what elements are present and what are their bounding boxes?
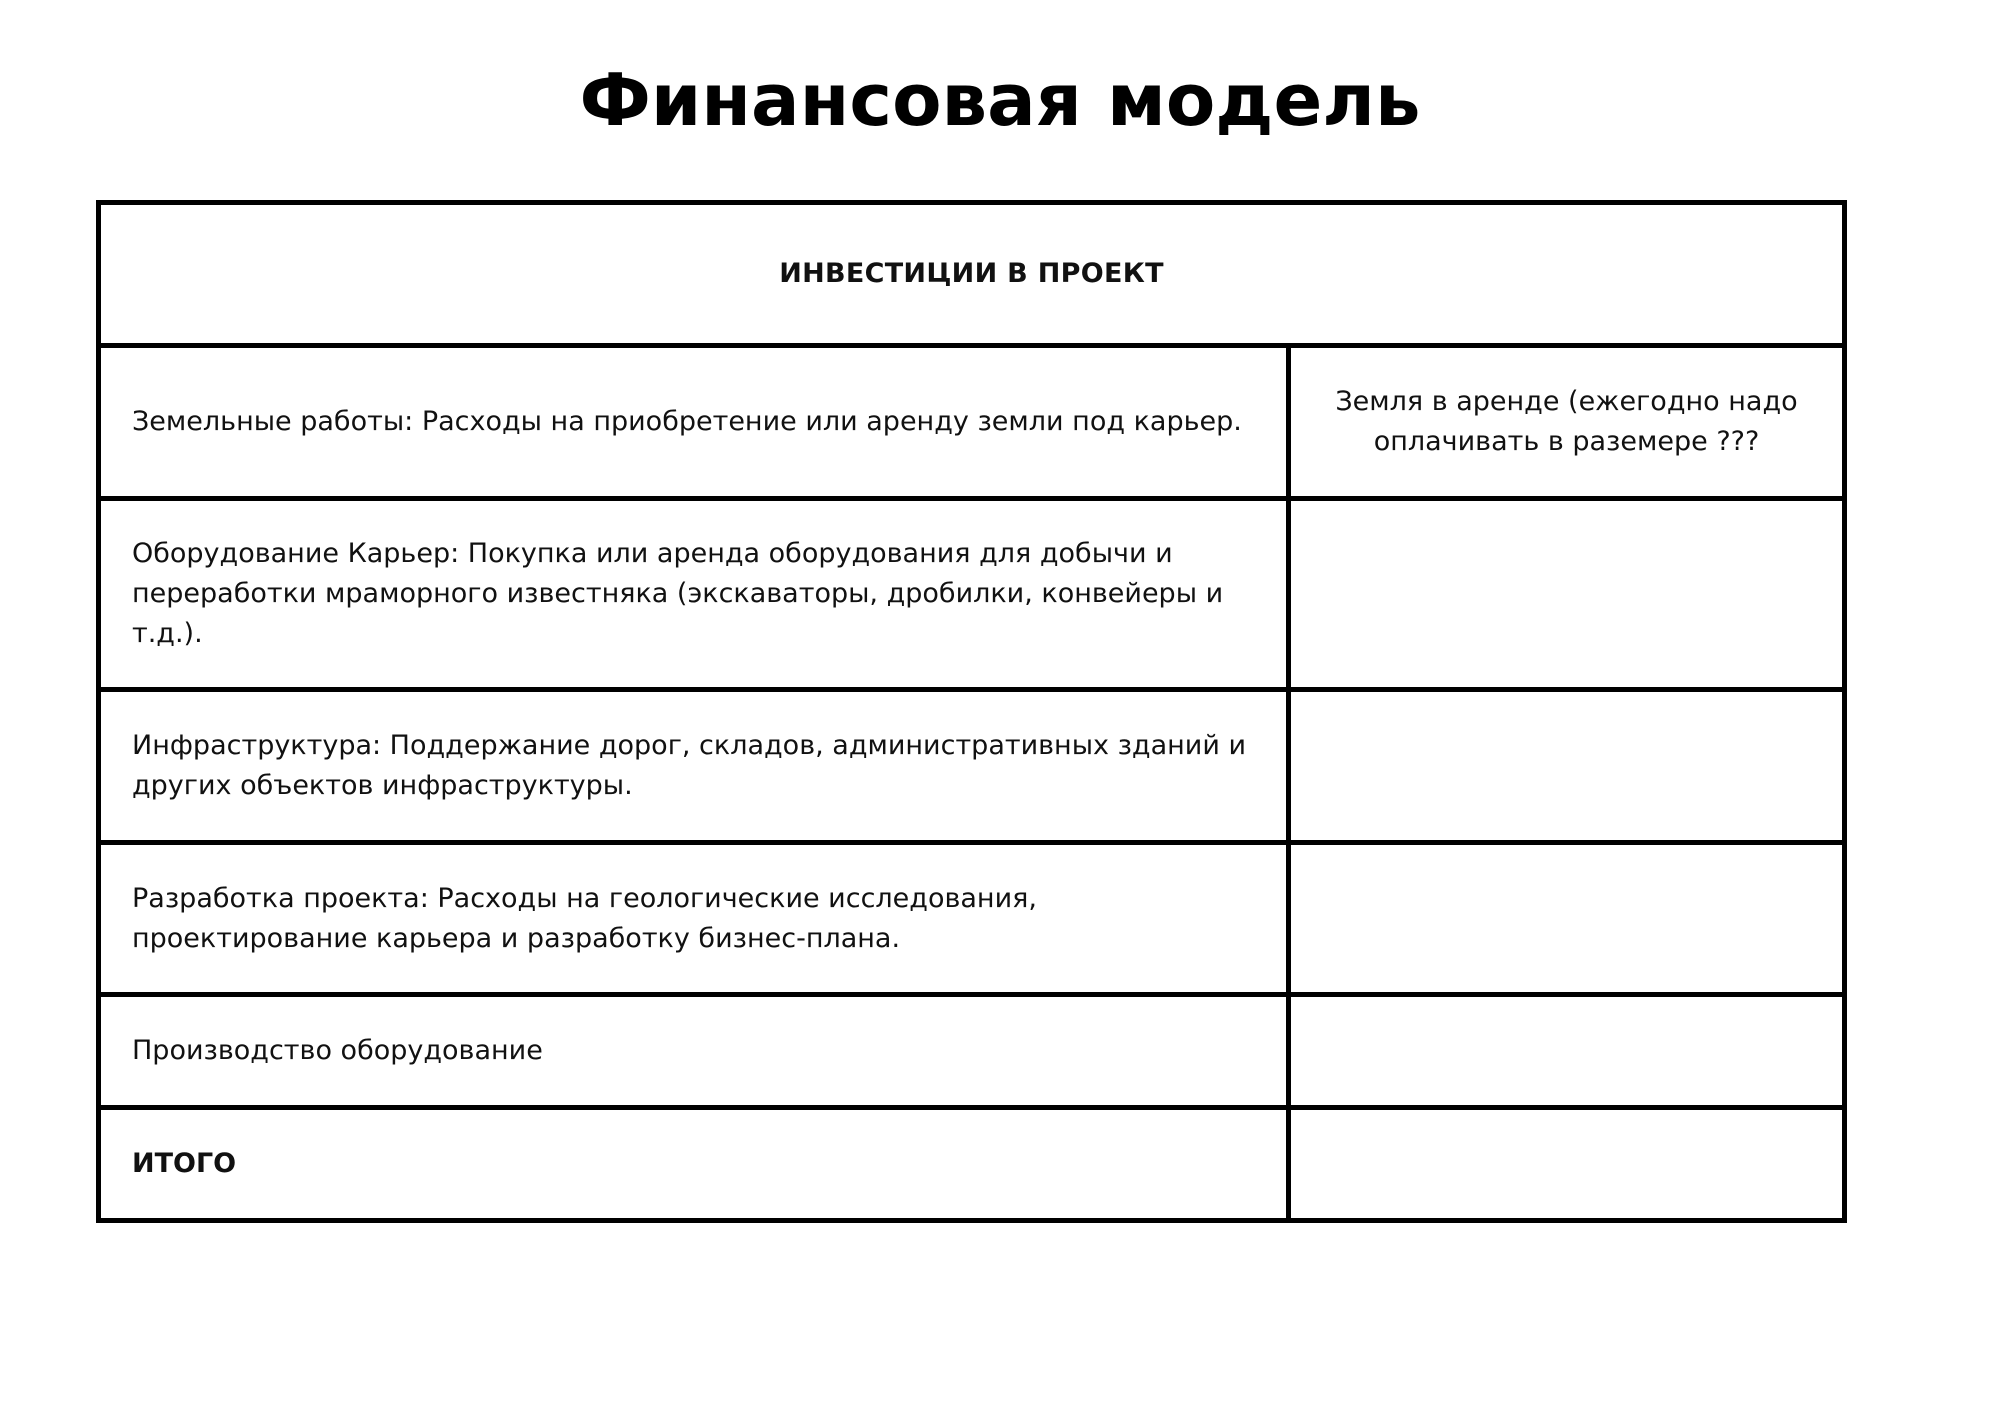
row-description: Производство оборудование [99, 995, 1289, 1108]
row-description: Оборудование Карьер: Покупка или аренда оборудования для добычи и переработки мраморного известняка (экскаваторы, дробилки, конвейеры и т.д.). [99, 499, 1289, 690]
row-description: Разработка проекта: Расходы на геологические исследования, проектирование карьера и разработку бизнес-плана. [99, 843, 1289, 995]
row-note [1289, 690, 1845, 843]
row-description: Земельные работы: Расходы на приобретение или аренду земли под карьер. [99, 346, 1289, 499]
table-row [99, 690, 1845, 843]
table-row [99, 346, 1845, 499]
table-header-row [99, 203, 1845, 346]
page-title: Финансовая модель [579, 58, 1421, 142]
row-note: Земля в аренде (ежегодно надо оплачивать в раземере ??? [1289, 346, 1845, 499]
row-note [1289, 843, 1845, 995]
total-value [1289, 1108, 1845, 1221]
row-note [1289, 995, 1845, 1108]
table-row [99, 995, 1845, 1108]
total-row [99, 1108, 1845, 1221]
table-row [99, 499, 1845, 690]
table-row [99, 843, 1845, 995]
row-description: Инфраструктура: Поддержание дорог, складов, административных зданий и других объектов инфраструктуры. [99, 690, 1289, 843]
investment-table [96, 200, 1847, 1223]
row-note [1289, 499, 1845, 690]
total-label: ИТОГО [99, 1108, 1289, 1221]
table-header: ИНВЕСТИЦИИ В ПРОЕКТ [99, 203, 1845, 346]
